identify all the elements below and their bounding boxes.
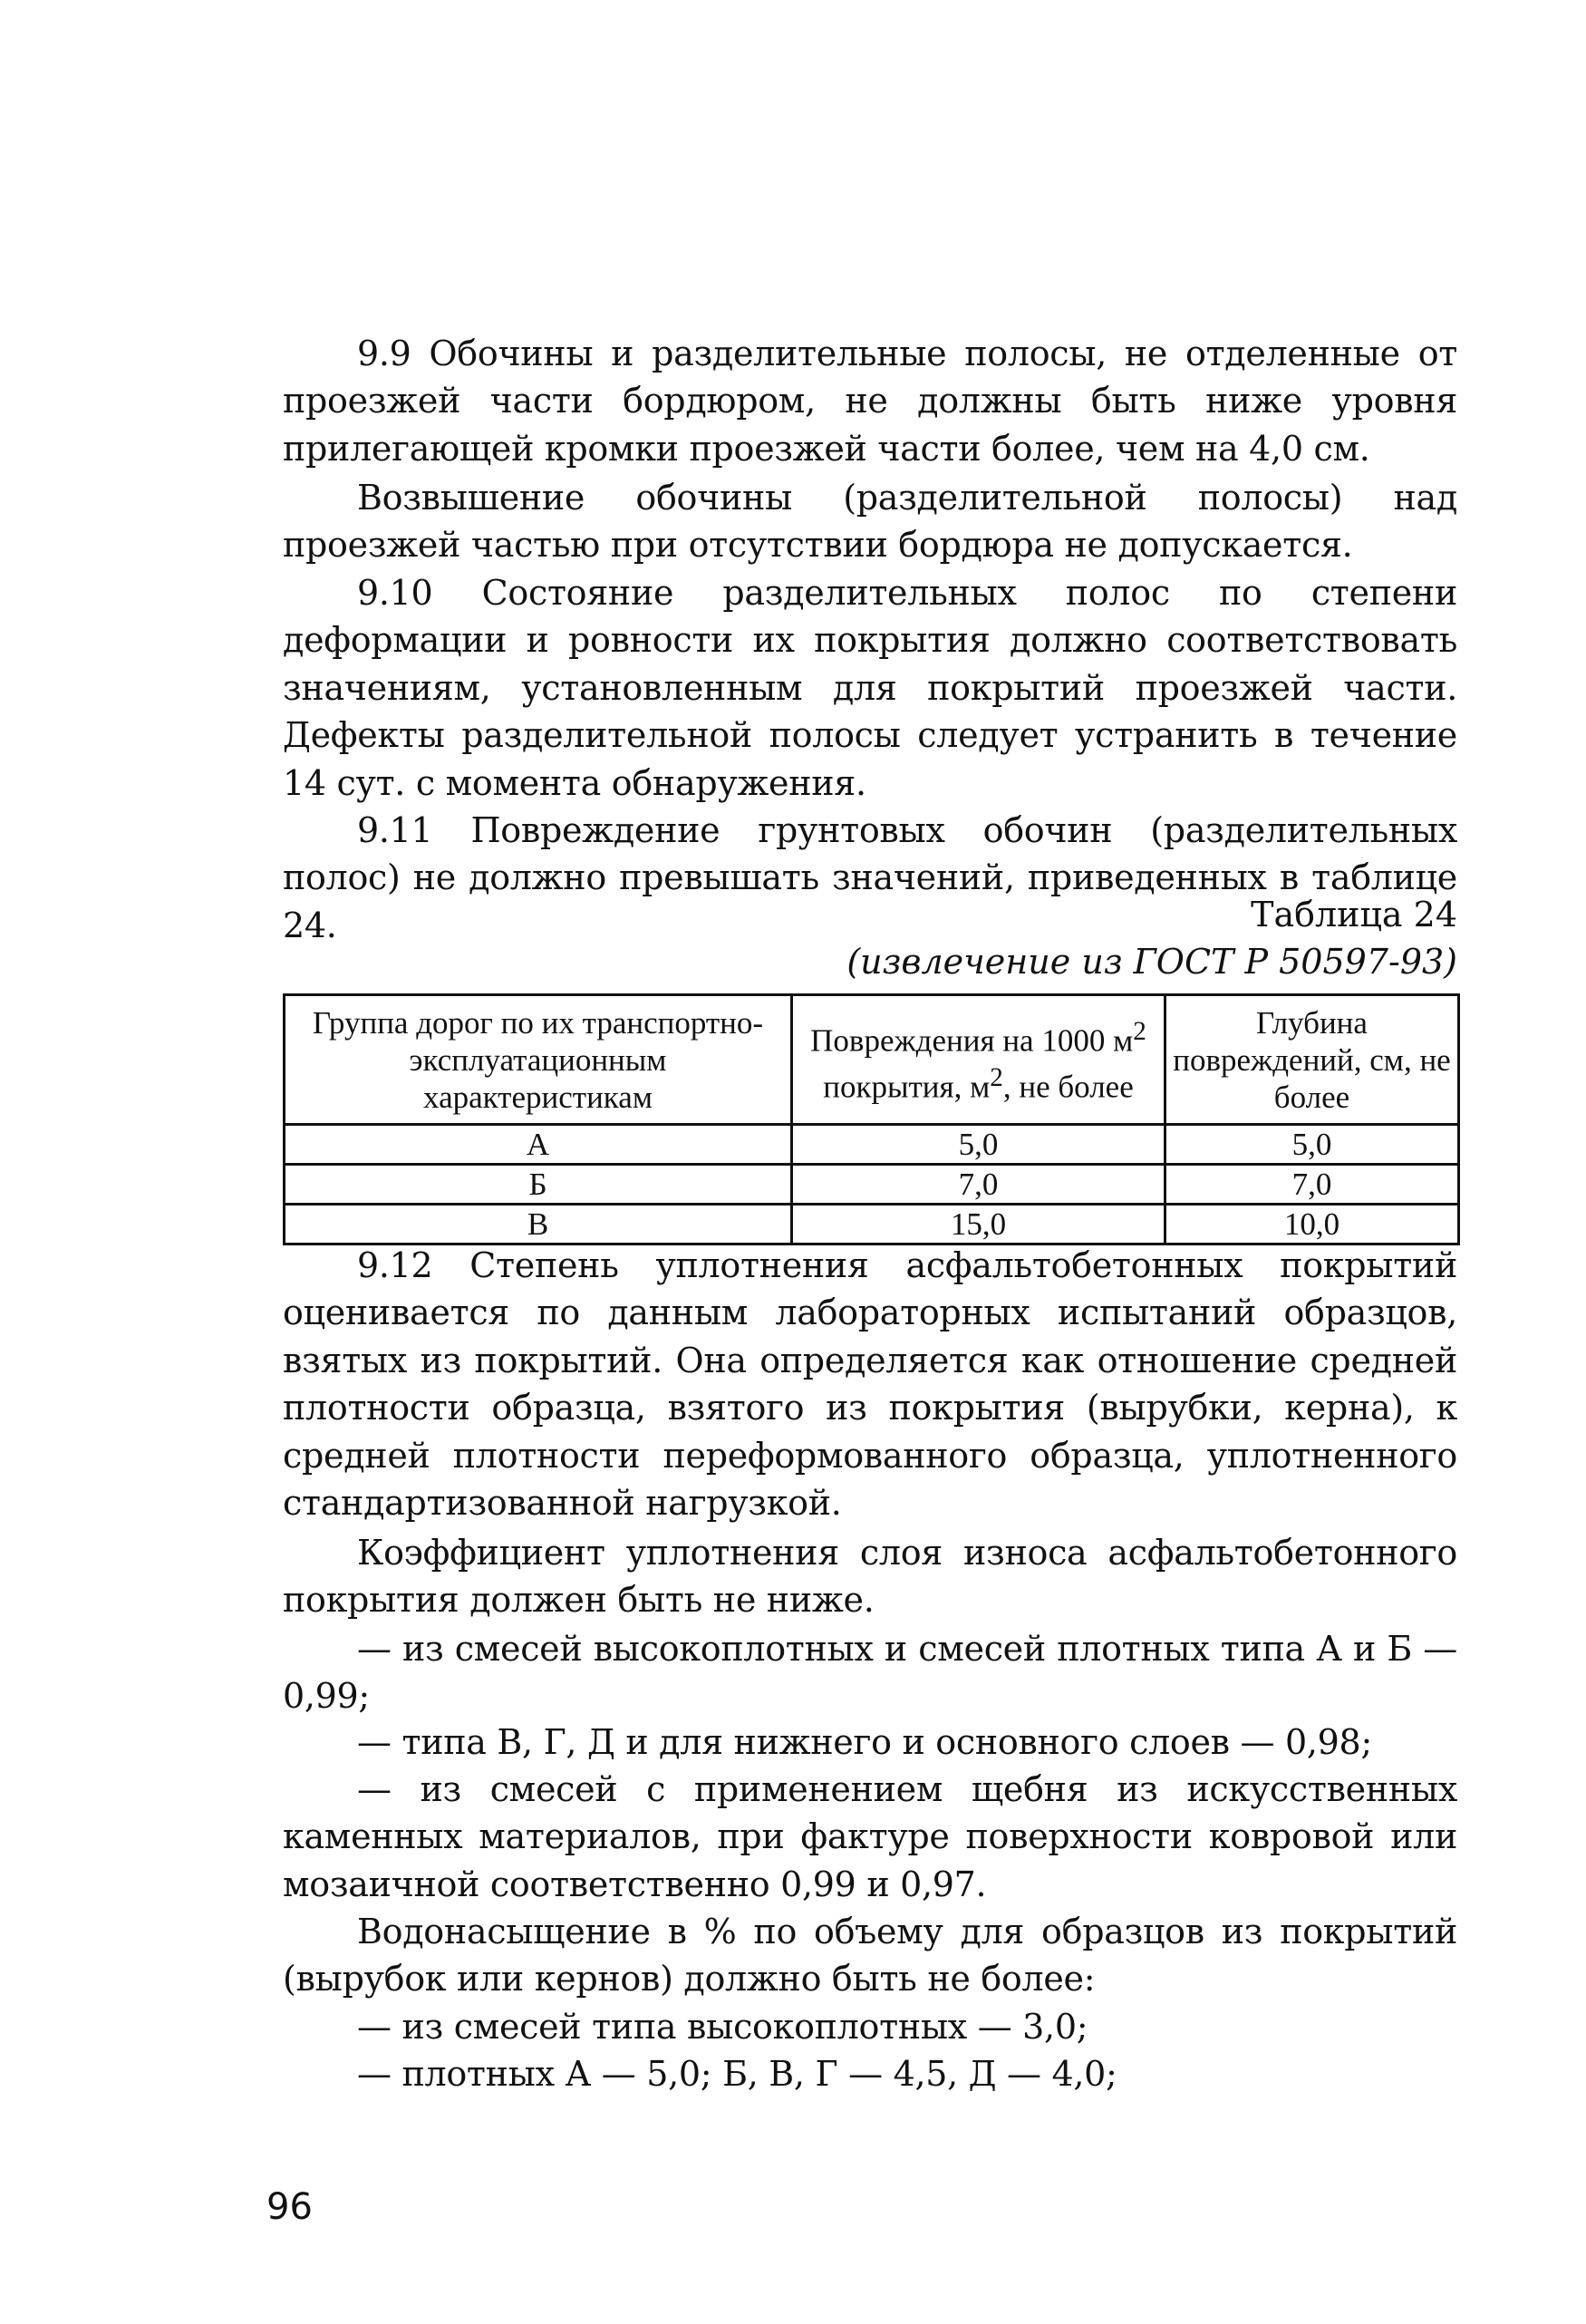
list-item-artificial-stone: — из смесей с применением щебня из искусственных каменных материалов, при фактуре поверхности ковровой или мозаичной соответственно 0,99 и 0,97. [283,1769,1457,1904]
cell-damage: 7,0 [792,1165,1165,1205]
page-number: 96 [266,2186,313,2228]
list-item-dense-water: — плотных А — 5,0; Б, В, Г — 4,5, Д — 4,0; [357,2054,1117,2094]
cell-damage: 15,0 [792,1205,1165,1244]
paragraph-compaction-coefficient: Коэффициент уплотнения слоя износа асфальтобетонного покрытия должен быть не ниже. [283,1533,1457,1621]
list-item-type-v-g-d: — типа В, Г, Д и для нижнего и основного слоев — 0,98; [357,1722,1372,1762]
cell-group: В [285,1205,792,1244]
table-caption: Таблица 24 [1251,895,1457,934]
paragraph-water-saturation: Водонасыщение в % по объему для образцов из покрытий (вырубок или кернов) должно быть не более: [283,1912,1457,2000]
paragraph-9-9: 9.9 Обочины и разделительные полосы, не отделенные от проезжей части бордюром, не должны быть ниже уровня прилегающей кромки проезжей части более, чем на 4,0 см. [283,334,1457,469]
table-row [285,1205,1459,1244]
cell-depth: 7,0 [1165,1165,1459,1205]
table-row [285,1165,1459,1205]
damage-table [283,993,1460,1245]
table-source-note: (извлечение из ГОСТ Р 50597-93) [846,942,1457,982]
header-damage-depth: Глубина повреждений, см, не более [1165,995,1459,1125]
header-damage-text-3: , не более [1002,1069,1134,1105]
header-damage-sup-1: 2 [1133,1017,1146,1047]
paragraph-9-10: 9.10 Состояние разделительных полос по степени деформации и ровности их покрытия должно соответствовать значениям, установленным для покрытий проезжей части. Дефекты разделительной полосы следует устранить в течение 14 сут. с момента обнаружения. [283,573,1457,803]
table-row [285,1125,1459,1165]
cell-depth: 10,0 [1165,1205,1459,1244]
cell-depth: 5,0 [1165,1125,1459,1165]
cell-damage: 5,0 [792,1125,1165,1165]
header-damage-text-2: покрытия, м [823,1069,991,1105]
cell-group: Б [285,1165,792,1205]
header-damage-area [792,995,1165,1125]
header-damage-text-1: Повреждения на 1000 м [810,1023,1134,1059]
header-road-group: Группа дорог по их транспортно-эксплуатационным характеристикам [285,995,792,1125]
table-header-row [285,995,1459,1125]
cell-group: А [285,1125,792,1165]
list-item-high-density: — из смесей высокоплотных и смесей плотных типа А и Б — 0,99; [283,1629,1457,1717]
paragraph-9-12: 9.12 Степень уплотнения асфальтобетонных покрытий оценивается по данным лабораторных испытаний образцов, взятых из покрытий. Она определяется как отношение средней плотности образца, взятого из покрытия (вырубки, керна), к средней плотности переформованного образца, уплотненного стандартизованной нагрузкой. [283,1245,1457,1524]
header-damage-sup-2: 2 [990,1063,1003,1092]
paragraph-shoulder-elevation: Возвышение обочины (разделительной полосы) над проезжей частью при отсутствии бордюра не допускается. [283,478,1457,566]
list-item-high-density-water: — из смесей типа высокоплотных — 3,0; [357,2007,1088,2047]
paragraph-9-11: 9.11 Повреждение грунтовых обочин (разделительных полос) не должно превышать значений, приведенных в таблице 24. [283,810,1457,945]
